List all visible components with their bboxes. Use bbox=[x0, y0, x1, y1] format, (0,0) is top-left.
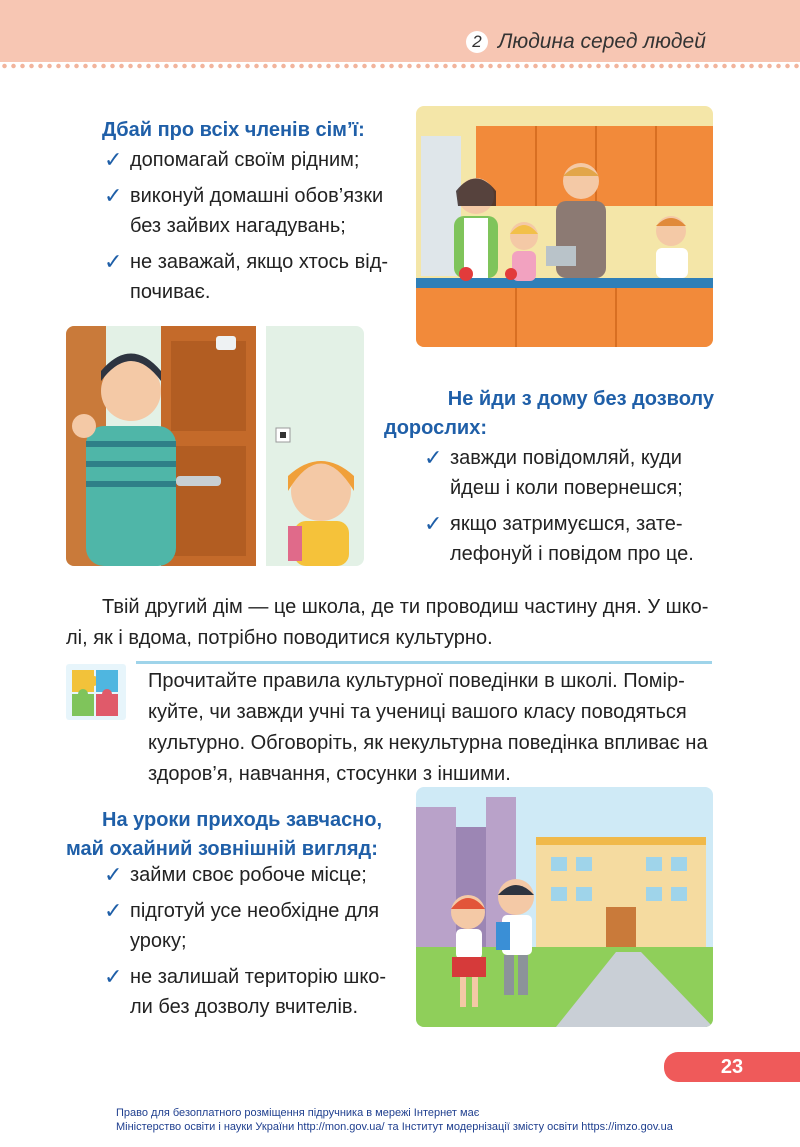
header-dotted-border bbox=[0, 62, 800, 70]
footer-notice: Право для безоплатного розміщення підручника в мережі Інтернет має Міністерство освіти і науки України http://mon.gov.ua/ та Інститут модернізації змісту освіти https://imzo.gov.ua bbox=[116, 1107, 673, 1133]
list-item: ✓ підготуй усе необхідне для уроку; bbox=[104, 898, 380, 952]
puzzle-icon bbox=[66, 664, 126, 720]
page-header bbox=[0, 0, 800, 62]
task-text: Прочитайте правила культурної поведінки в школі. Помір- куйте, чи завжди учні та учениці вашого класу поводяться культурно. Обговоріть, як некультурна поведінка впливає на здоров’я, навчання, стосунки з іншими. bbox=[148, 670, 708, 785]
list-item: ✓ займи своє робоче місце; bbox=[104, 860, 396, 890]
checkmark-icon: ✓ bbox=[104, 862, 123, 887]
list-item: ✓ не заважай, якщо хтось від- почиває. bbox=[104, 249, 389, 303]
list-item: ✓ допомагай своїм рідним; bbox=[104, 145, 396, 175]
checkmark-icon: ✓ bbox=[424, 511, 443, 536]
checkmark-icon: ✓ bbox=[104, 183, 123, 208]
section3-list bbox=[104, 860, 396, 1022]
list-item: ✓ якщо затримуєшся, зате- лефонуй і повідом про це. bbox=[424, 511, 694, 565]
checkmark-icon: ✓ bbox=[104, 249, 123, 274]
intro-paragraph: Твій другий дім — це школа, де ти проводиш частину дня. У шко- лі, як і вдома, потрібно поводитися культурно. bbox=[66, 596, 709, 649]
school-children-illustration bbox=[416, 787, 713, 1027]
section2-list bbox=[424, 443, 712, 569]
list-item: ✓ виконуй домашні обов’язки без зайвих нагадувань; bbox=[104, 183, 384, 237]
section1-list bbox=[104, 145, 396, 307]
chapter-title: Людина серед людей bbox=[498, 30, 706, 53]
checkmark-icon: ✓ bbox=[104, 964, 123, 989]
chapter-number-badge: 2 bbox=[466, 31, 488, 53]
page-number: 23 bbox=[664, 1052, 800, 1082]
dad-at-door-illustration bbox=[66, 326, 364, 566]
family-kitchen-illustration bbox=[416, 106, 713, 347]
section1-heading: Дбай про всіх членів сім’ї: bbox=[102, 119, 365, 141]
list-item: ✓ не залишай територію шко- ли без дозволу вчителів. bbox=[104, 964, 387, 1018]
section3-heading: На уроки приходь завчасно, май охайний зовнішній вигляд: bbox=[66, 809, 383, 860]
checkmark-icon: ✓ bbox=[104, 898, 123, 923]
checkmark-icon: ✓ bbox=[104, 147, 123, 172]
checkmark-icon: ✓ bbox=[424, 445, 443, 470]
list-item: ✓ завжди повідомляй, куди йдеш і коли повернешся; bbox=[424, 445, 683, 499]
task-divider bbox=[136, 661, 712, 664]
section2-heading: Не йди з дому без дозволу дорослих: bbox=[384, 388, 714, 439]
